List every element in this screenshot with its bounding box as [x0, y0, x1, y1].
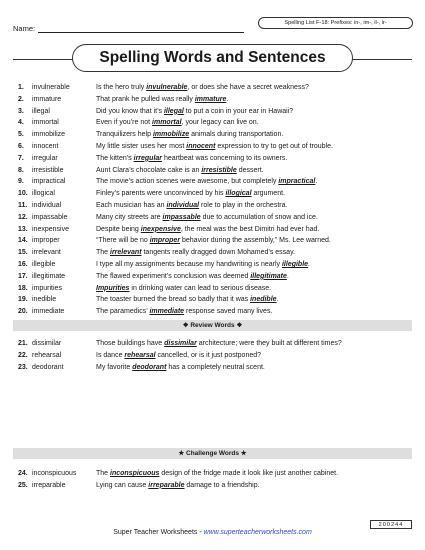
sentence-text: argument.: [251, 190, 285, 198]
spelling-word: immature: [32, 95, 62, 103]
sentence-text: .: [226, 95, 229, 103]
name-line: [38, 32, 244, 33]
sentence-text: That prank he pulled was really: [96, 95, 195, 103]
highlighted-word: irresistible: [201, 166, 237, 174]
sentence-text: Aunt Clara’s chocolate cake is an: [96, 166, 202, 174]
footer-brand: Super Teacher Worksheets -: [113, 529, 204, 536]
challenge-words-header: ★ Challenge Words ★: [13, 448, 412, 459]
sentence-text: The kitten’s: [96, 154, 134, 162]
example-sentence: [96, 82, 309, 94]
sentence-text: in drinking water can lead to serious disease.: [129, 284, 272, 292]
highlighted-word: invulnerable: [146, 84, 188, 91]
word-number: 13.: [18, 225, 28, 233]
example-sentence: [96, 129, 283, 141]
highlighted-word: immobilize: [152, 131, 190, 139]
example-sentence: [96, 94, 228, 106]
word-number: 8.: [18, 166, 24, 174]
word-number: 11.: [18, 201, 28, 209]
word-number: 5.: [18, 131, 24, 139]
highlighted-word: deodorant: [132, 363, 167, 371]
spelling-word: impassable: [32, 213, 68, 221]
spelling-word: dissimilar: [32, 340, 62, 347]
spelling-word: impurities: [32, 284, 62, 292]
sentence-text: .: [286, 272, 289, 280]
spelling-word: illogical: [32, 190, 55, 198]
word-number: 17.: [18, 272, 28, 280]
word-number: 3.: [18, 107, 24, 115]
example-sentence: [96, 283, 271, 295]
sentence-text: due to accumulation of snow and ice.: [200, 213, 318, 221]
spelling-word: immortal: [32, 119, 59, 127]
word-number: 22.: [18, 351, 28, 359]
sentence-text: My little sister uses her most: [96, 142, 187, 150]
sentence-text: .: [315, 178, 318, 186]
example-sentence: [96, 224, 319, 236]
word-number: 2.: [18, 95, 24, 103]
sentence-text: damage to a friendship.: [184, 481, 260, 489]
example-sentence: [96, 247, 295, 259]
spelling-word: innocent: [32, 142, 59, 150]
sentence-text: The paramedics’: [96, 308, 150, 316]
word-number: 9.: [18, 178, 24, 186]
sentence-text: , the meal was the best Dimitri had ever had.: [180, 225, 320, 233]
highlighted-word: irrelevant: [110, 249, 142, 257]
highlighted-word: impractical: [278, 178, 316, 186]
highlighted-word: inconspicuous: [110, 470, 160, 477]
sentence-text: .: [276, 296, 279, 304]
sentence-text: tangents really dragged down Mohamed’s essay.: [141, 249, 295, 257]
sentence-text: Tranquilizers help: [96, 131, 153, 139]
word-number: 19.: [18, 296, 28, 304]
spelling-word: rehearsal: [32, 351, 62, 359]
example-sentence: [96, 176, 317, 188]
example-sentence: [96, 271, 289, 283]
example-sentence: [96, 117, 259, 129]
word-number: 12.: [18, 213, 28, 221]
spelling-word: immediate: [32, 308, 65, 316]
sentence-text: Many city streets are: [96, 213, 163, 221]
spelling-word: invulnerable: [32, 84, 70, 91]
sentence-text: Is dance: [96, 351, 125, 359]
sentence-text: heartbeat was concerning to its owners.: [162, 154, 288, 162]
sentence-text: Did you know that it’s: [96, 107, 164, 115]
sentence-text: expression to try to get out of trouble.: [215, 142, 333, 150]
sentence-text: Even if you’re not: [96, 119, 153, 127]
spelling-word: inconspicuous: [32, 470, 77, 477]
spelling-word: improper: [32, 237, 60, 245]
spelling-word: irregular: [32, 154, 58, 162]
example-sentence: [96, 141, 333, 153]
review-words-header: ❖ Review Words ❖: [13, 320, 412, 331]
spelling-list-badge: Spelling List F-18: Prefixes: in-, im-, il-, ir-: [258, 17, 413, 29]
example-sentence: [96, 259, 310, 271]
footer: [0, 529, 425, 536]
word-number: 15.: [18, 249, 28, 257]
example-sentence: [96, 350, 261, 362]
highlighted-word: immediate: [149, 308, 185, 316]
sentence-text: behavior during the assembly,” Ms. Lee warned.: [180, 237, 331, 245]
example-sentence: [96, 338, 342, 350]
sentence-text: response saved many lives.: [184, 308, 273, 316]
highlighted-word: irreparable: [148, 481, 185, 489]
word-number: 25.: [18, 481, 28, 489]
spelling-word: irrelevant: [32, 249, 61, 257]
word-number: 1.: [18, 84, 24, 91]
sentence-text: The toaster burned the bread so badly that it was: [96, 296, 251, 304]
spelling-word: inedible: [32, 296, 57, 304]
worksheet-code: 200244: [370, 520, 412, 529]
spelling-word: inexpensive: [32, 225, 69, 233]
example-sentence: [96, 153, 287, 165]
sentence-text: Those buildings have: [96, 340, 165, 347]
word-number: 21.: [18, 340, 28, 347]
example-sentence: [96, 480, 260, 492]
sentence-text: animals during transportation.: [189, 131, 284, 139]
word-number: 23.: [18, 363, 28, 371]
sentence-text: I type all my assignments because my handwriting is nearly: [96, 260, 282, 268]
word-number: 10.: [18, 190, 28, 198]
word-number: 18.: [18, 284, 28, 292]
sentence-text: The flawed experiment’s conclusion was deemed: [96, 272, 251, 280]
sentence-text: has a completely neutral scent.: [166, 363, 265, 371]
highlighted-word: Impurities: [96, 284, 130, 292]
spelling-word: irreparable: [32, 481, 66, 489]
highlighted-word: dissimilar: [164, 340, 197, 347]
highlighted-word: inexpensive: [140, 225, 181, 233]
sentence-text: role to play in the orchestra.: [199, 201, 288, 209]
sentence-text: The: [96, 249, 111, 257]
footer-url[interactable]: www.superteacherworksheets.com: [203, 529, 312, 536]
example-sentence: [96, 468, 338, 480]
spelling-word: individual: [32, 201, 62, 209]
sentence-text: Finley’s parents were unconvinced by his: [96, 190, 226, 198]
highlighted-word: illogical: [225, 190, 252, 198]
example-sentence: [96, 106, 293, 118]
page-title: Spelling Words and Sentences: [72, 44, 353, 72]
sentence-text: Is the hero truly: [96, 84, 147, 91]
sentence-text: Each musician has an: [96, 201, 167, 209]
spelling-word: illegible: [32, 260, 56, 268]
highlighted-word: improper: [149, 237, 181, 245]
highlighted-word: illegal: [163, 107, 184, 115]
word-number: 24.: [18, 470, 28, 477]
highlighted-word: immature: [194, 95, 227, 103]
sentence-text: “There will be no: [96, 237, 150, 245]
spelling-word: irresistible: [32, 166, 64, 174]
sentence-text: My favorite: [96, 363, 133, 371]
sentence-text: dessert.: [236, 166, 264, 174]
highlighted-word: innocent: [186, 142, 216, 150]
example-sentence: [96, 306, 272, 318]
spelling-word: illegitimate: [32, 272, 66, 280]
sentence-text: The: [96, 470, 111, 477]
sentence-text: Lying can cause: [96, 481, 149, 489]
highlighted-word: inedible: [250, 296, 277, 304]
word-number: 16.: [18, 260, 28, 268]
word-number: 14.: [18, 237, 28, 245]
highlighted-word: irregular: [133, 154, 163, 162]
sentence-text: , your legacy can live on.: [181, 119, 259, 127]
word-number: 6.: [18, 142, 24, 150]
spelling-word: deodorant: [32, 363, 64, 371]
word-number: 4.: [18, 119, 24, 127]
word-number: 20.: [18, 308, 28, 316]
spelling-word: illegal: [32, 107, 50, 115]
sentence-text: to put a coin in your ear in Hawaii?: [183, 107, 294, 115]
example-sentence: [96, 188, 285, 200]
word-number: 7.: [18, 154, 24, 162]
highlighted-word: impassable: [162, 213, 201, 221]
highlighted-word: illegitimate: [250, 272, 287, 280]
sentence-text: architecture; were they built at different times?: [196, 340, 342, 347]
sentence-text: design of the fridge made it look like just another cabinet.: [159, 470, 339, 477]
example-sentence: [96, 294, 279, 306]
highlighted-word: rehearsal: [124, 351, 156, 359]
highlighted-word: illegible: [281, 260, 309, 268]
sentence-text: The movie’s action scenes were awesome, but completely: [96, 178, 279, 186]
example-sentence: [96, 212, 318, 224]
example-sentence: [96, 235, 331, 247]
spelling-word: impractical: [32, 178, 66, 186]
highlighted-word: immortal: [152, 119, 182, 127]
highlighted-word: individual: [166, 201, 200, 209]
example-sentence: [96, 362, 265, 374]
example-sentence: [96, 165, 264, 177]
spelling-word: immobilize: [32, 131, 66, 139]
sentence-text: , or does she have a secret weakness?: [187, 84, 309, 91]
sentence-text: Despite being: [96, 225, 141, 233]
example-sentence: [96, 200, 287, 212]
sentence-text: cancelled, or is it just postponed?: [155, 351, 262, 359]
name-label: Name:: [13, 24, 36, 33]
sentence-text: .: [308, 260, 310, 268]
